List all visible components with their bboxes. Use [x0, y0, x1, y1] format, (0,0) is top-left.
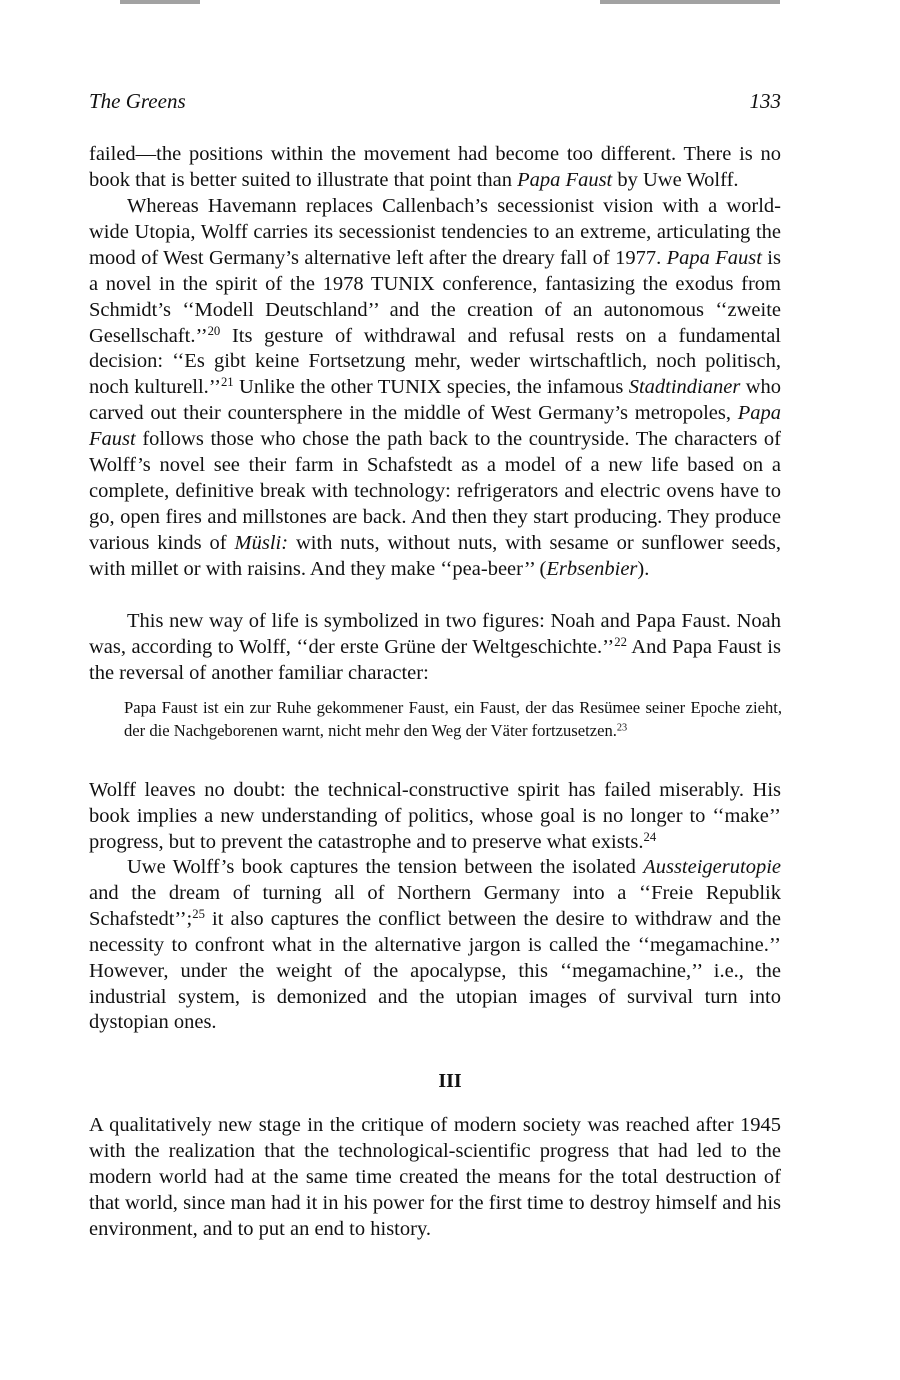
paragraph-4: Wolff leaves no doubt: the technical-constructive spirit has failed miserably. His book implies a new understanding of politics, whose goal is no longer to ‘‘make’’ progress, but to prevent the catastrophe and to preserve what exists.$^{24}$: [89, 779, 781, 853]
paragraph-1: failed—the positions within the movement had become too different. There is no book that is better suited to illustrate that point than Papa Faust by Uwe Wolff.: [89, 143, 781, 191]
footnote-ref-21: 21: [220, 375, 234, 390]
running-title: The Greens: [89, 89, 186, 113]
section-heading: III: [438, 1070, 462, 1092]
footnote-ref-24: 24: [643, 829, 657, 844]
footnote-ref-25: 25: [192, 906, 205, 921]
paragraph-2: Whereas Havemann replaces Callenbach’s secessionist vision with a world-wide Utopia, Wolff carries its secessionist tendencies to an extreme, articulating the mood of West Germany’s alternative left after the dreary fall of 1977. Papa Faust is a novel in the spirit of the 1978 TUNIX conference, fantasizing the exodus from Schmidt’s ‘‘Modell Deutschland’’ and the creation of an autonomous ‘‘zweite Gesellschaft.’’$^{20}$ Its gesture of withdrawal and refusal rests on a fundamental decision: ‘‘Es gibt keine Fortsetzung mehr, weder wirtschaftlich, noch politisch, noch kulturell.’’$^{21}$ Unlike the other TUNIX species, the infamous Stadtindianer who carved out their countersphere in the middle of West Germany’s metropoles, Papa Faust follows those who chose the path back to the countryside. The characters of Wolff’s novel see their farm in Schafstedt as a model of a new life based on a complete, definitive break with technology: refrigerators and electric ovens have to go, open fires and millstones are back. And then they start producing. They produce various kinds of Müsli: with nuts, without nuts, with sesame or sunflower seeds, with millet or with raisins. And they make ‘‘pea-beer’’ (Erbsenbier).: [89, 195, 781, 580]
footnote-ref-23: 23: [616, 722, 628, 734]
paragraph-3: This new way of life is symbolized in two figures: Noah and Papa Faust. Noah was, according to Wolff, ‘‘der erste Grüne der Weltgeschichte.’’$^{22}$ And Papa Faust is the reversal of another familiar character:: [89, 610, 781, 684]
footnote-ref-20: 20: [207, 323, 221, 338]
paragraph-6: A qualitatively new stage in the critique of modern society was reached after 1945 with the realization that the technological-scientific progress that had led to the modern world had at the same time created the means for the total destruction of that world, since man had it in his power for the first time to destroy himself and his environment, and to put an end to history.: [89, 1114, 781, 1240]
block-quote: Papa Faust ist ein zur Ruhe gekommener Faust, ein Faust, der das Resümee seiner Epoche zieht, der die Nachgeborenen warnt, nicht mehr den Weg der Väter fortzusetzen.$^{23}$: [124, 698, 782, 741]
running-header: [89, 89, 781, 119]
scan-edge-artifact: [0, 0, 900, 4]
paragraph-5: Uwe Wolff’s book captures the tension between the isolated Aussteigerutopie and the dream of turning all of Northern Germany into a ‘‘Freie Republik Schafstedt’’;$^{25}$ it also captures the conflict between the desire to withdraw and the necessity to confront what in the alternative jargon is called the ‘‘megamachine.’’ However, under the weight of the apocalypse, this ‘‘megamachine,’’ i.e., the industrial system, is demonized and the utopian images of survival turn into dystopian ones.: [89, 856, 781, 1034]
page-number: 133: [749, 89, 781, 113]
footnote-ref-22: 22: [614, 634, 627, 649]
